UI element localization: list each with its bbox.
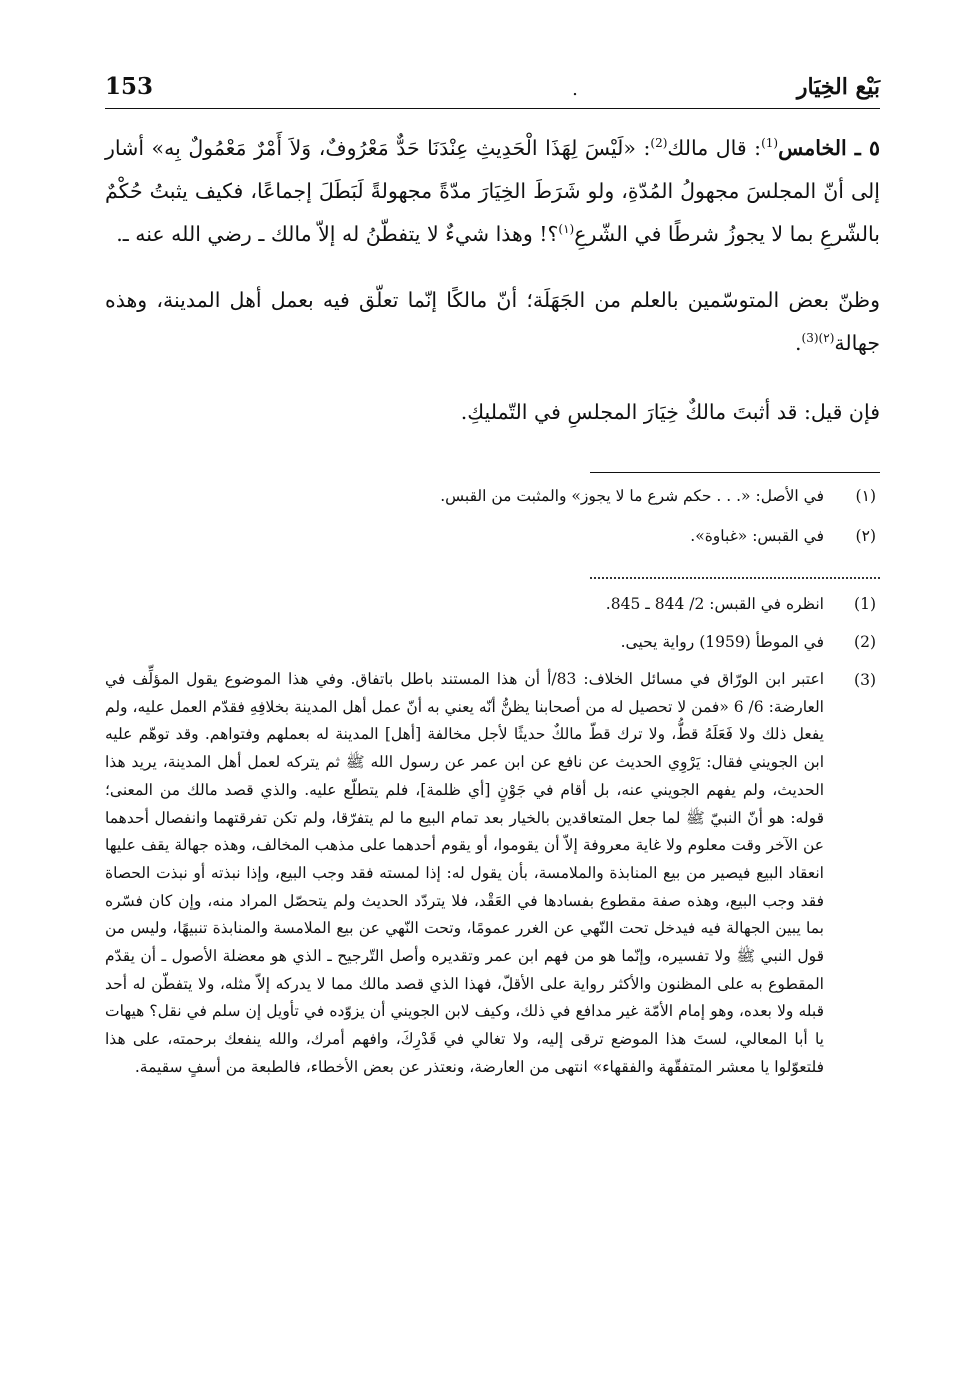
running-title: بَيْع الخِيَار [796,74,880,100]
footnote-number: (1) [854,595,876,613]
footnote-number: (3) [854,671,876,689]
page-number: 153 [105,73,154,100]
footnote-ref: (2) [650,136,668,151]
footnote [105,593,880,615]
footnote-text: في الموطأ (1959) رواية يحيى. [620,633,824,651]
header-dot: . [572,79,578,100]
paragraph-1 [105,127,880,256]
footnote-ref: (1) [761,136,779,151]
footnote-ref: (١) [558,222,575,237]
footnote [105,485,880,507]
paragraph-text: : «لَيْسَ لِهَذَا الْحَدِيثِ عِنْدَنَا حَدٌّ مَعْرُوفٌ، وَلاَ أَمْرٌ مَعْمُولٌ بِه» أشار إلى أنّ المجلسَ مجهولُ المُدّةِ، ولو شَرَطَ الخِيَارَ مدّةً مجهولةً لَبَطَلَ إجماعًا، فكيف يثبتُ حُكْمٌ بالشّرعِ بما لا يجوزُ شرطًا في الشّرعِ [105,136,880,246]
footnote-number: (٢) [855,527,876,545]
paragraph-2 [105,279,880,365]
footnote-text: في القبس: «غباوة». [690,527,824,545]
footnote-text: في الأصل: «. . . حكم شرع ما لا يجوز» والمثبت من القبس. [440,487,824,505]
editor-notes [105,593,880,1082]
footnote-number: (2) [854,633,876,651]
footnote-text: اعتبر ابن الورّاق في مسائل الخلاف: 83/أ أن هذا المستند باطل باتفاق. وفي هذا الموضوع يقول المؤلِّف في العارضة: 6/ 6 «فمن لا تحصيل له من أصحابنا يظنُّ أنّه يعني به أنّ عمل أهل المدينة بخلافِهِ فقدّم العمل عليه، ولم يفعل ذلك ولا فَعَلَهُ قطُّ، ولا ترك قطّ مالكٌ حديثًا لأجل مخالفة [أهل] المدينة له بعملهم وفتواهم. وقد توهّم عليه ابن الجويني فقال: يَرْوِي الحديث عن نافع عن ابن عمر عن رسول الله ﷺ ثم يتركه لعمل أهل المدينة، يريد هذا الحديث، ولم يفهم الجويني عنه، بل أقام في جَوْنٍ [أي ظلمة]، فلم يتطلّع عليه. والذي قصد مالك من المعنى؛ قوله: هو أنّ النبيّ ﷺ لما جعل المتعاقدين بالخيار بعد تمام البيع ما لم يتفرّقا، ولم تكن تفرقتهما وانفصال أحدهما عن الآخر وقت معلوم ولا غاية معروفة إلاّ أن يقوموا، أو يقوم أحدهما على مذهب المخالف، وهذه جهالة يقف عليها انعقاد البيع فيصير من بيع المنابذة والملامسة، بأن يقول له: إذا لمسته فقد وجب البيع، وإذا نبذته أو نبذت الحصاة فقد وجب البيع، وهذه صفة مقطوع بفسادها في العَقْد، فلا يتردّد الحديث ولم يتحصّل المراد منه، وإن كان فسّره بما يبين الجهالة فيه فيدخل تحت النّهي عن الغرر عمومًا، وتحت النّهي عن بيع الملامسة والمنابذة تنبيهًا، وليس من قول النبي ﷺ ولا تفسيره، وإنّما هو من فهم ابن عمر وتقديره وأصل التّرجيح ـ الذي هو معضلة الأصول ـ أن يقدّم المقطوع به على المظنون والأكثر رواية على الأقلّ، فهذا الذي قصد مالك مما لا يدركه إلاّ مثله، ولا يتفطّن له أحد قبله ولا بعده، وهو إمام الأمّة غير مدافع في ذلك، وكيف لابن الجويني أن يزوّده في تأويل إن سلم في نقل؟ هيهات يا أبا المعالي، لستَ هذا الموضع ترقى إليه، ولا تغالي في قَدْرِكَ، وافهم أمرك، والله ينفعك برحمته، على هذا فلتعوّلوا يا معشر المتفقّهة والفقهاء» انتهى من العارضة، ونعتذر عن بعض الأخطاء، فالطبعة من أسفٍ سقيمة. [105,670,824,1076]
paragraph-text: فإن قيل: قد أثبتَ مالكٌ خِيَارَ المجلسِ في التّمليكِ. [460,400,880,424]
paragraph-text: ؟! وهذا شيءٌ لا يتفطّنُ له إلاّ مالك ـ رضي الله عنه ـ. [116,222,559,246]
running-header [105,70,880,109]
manuscript-notes [105,485,880,547]
footnote [105,631,880,653]
footnote [105,525,880,547]
footnote [105,669,880,1082]
main-text [105,127,880,434]
paragraph-text: . [795,331,802,355]
section-marker: ٥ ـ الخامس [778,136,880,160]
book-page [105,70,880,1098]
footnote-number: (١) [855,487,876,505]
footnote-ref: (٢)(3) [801,331,835,346]
paragraph-text: وظنّ بعض المتوسّمين بالعلم من الجَهَلَة؛ أنّ مالكًا إنّما تعلّق فيه بعمل أهل المدينة، وهذه جهالة [105,288,880,355]
footnote-rule [590,472,880,473]
paragraph-text: : قال مالك [667,136,762,160]
footnote-text: انظره في القبس: 2/ 844 ـ 845. [605,595,824,613]
paragraph-3 [105,391,880,434]
dotted-separator [590,565,880,579]
